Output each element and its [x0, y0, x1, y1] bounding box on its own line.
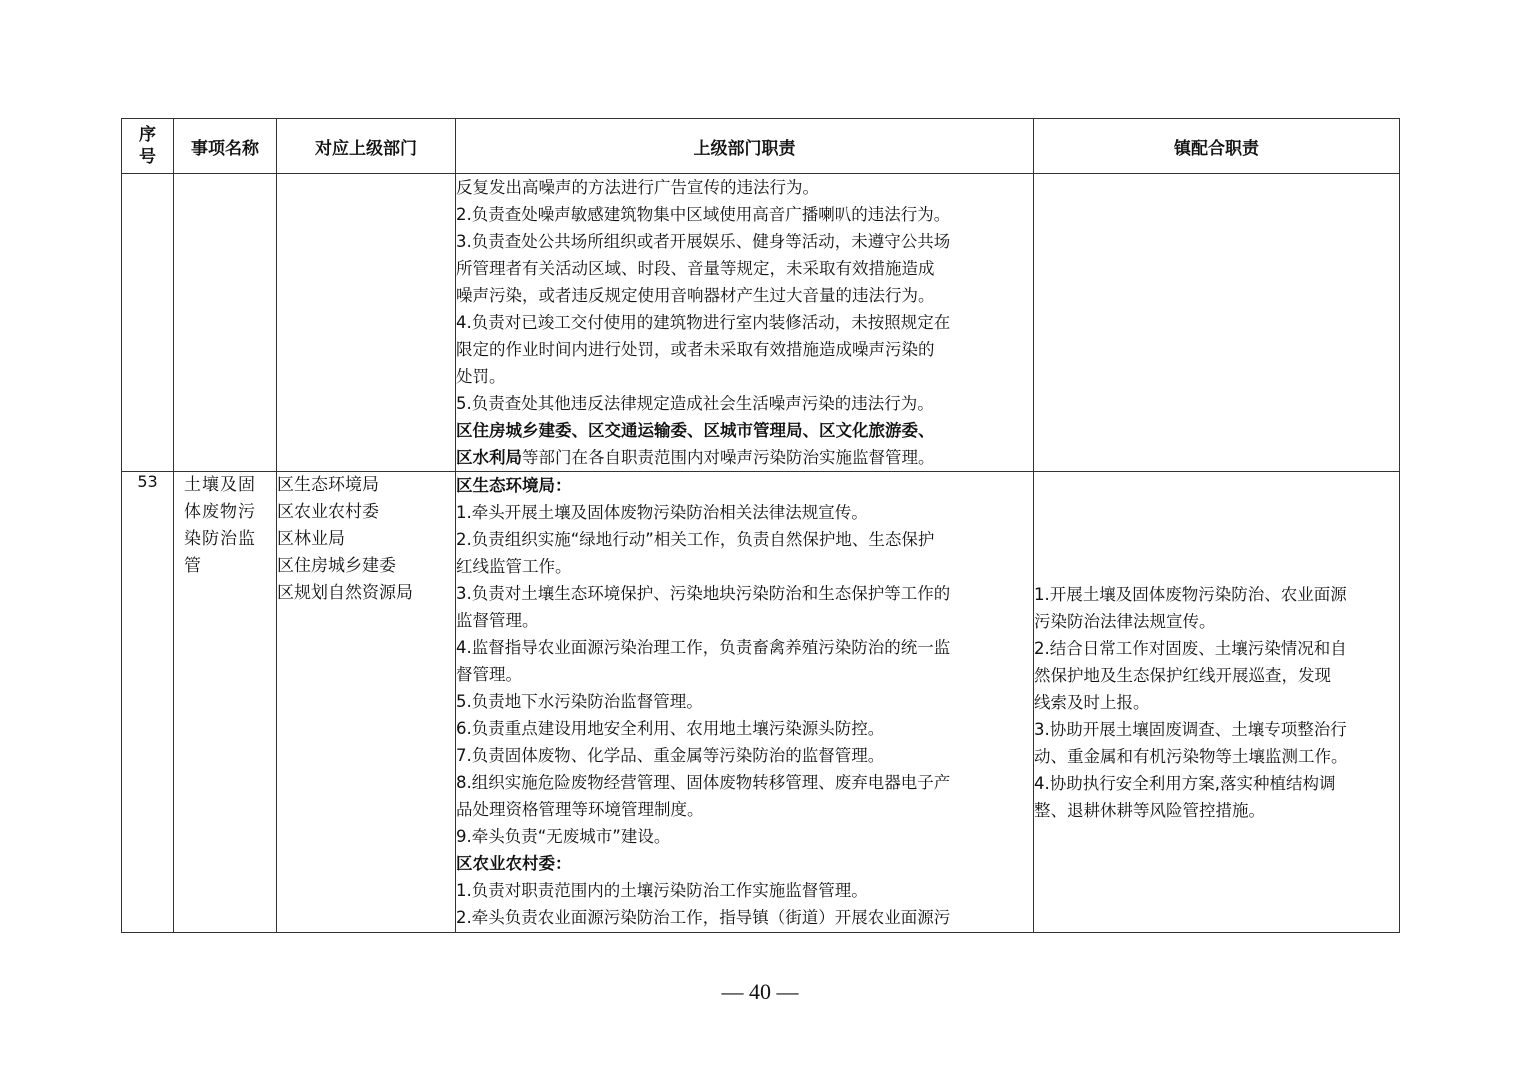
cell-upper-duty: [456, 472, 1034, 933]
duty-line: 6.负责重点建设用地安全利用、农用地土壤污染源头防控。: [456, 719, 885, 738]
table-row: [122, 174, 1400, 472]
header-row: [122, 119, 1400, 174]
dept-bold: 区水利局: [456, 448, 522, 467]
duty-line: 4.负责对已竣工交付使用的建筑物进行室内装修活动，未按照规定在: [456, 313, 951, 332]
header-town-duty: 镇配合职责: [1034, 119, 1400, 174]
header-upper-duty: 上级部门职责: [456, 119, 1034, 174]
cell-town-duty: [1034, 472, 1400, 933]
duty-heading: 区生态环境局：: [456, 476, 572, 495]
duty-line: 红线监管工作。: [456, 557, 572, 576]
duty-table: [121, 118, 1400, 933]
cell-seq: 53: [122, 472, 174, 933]
town-duty-line: 1.开展土壤及固体废物污染防治、农业面源: [1034, 584, 1347, 604]
town-duty-line: 4.协助执行安全利用方案,落实种植结构调: [1034, 773, 1336, 793]
header-item-name: 事项名称: [174, 119, 277, 174]
dept-item: 区规划自然资源局: [277, 583, 413, 603]
duty-line: 处罚。: [456, 367, 506, 386]
dept-item: 区生态环境局: [277, 475, 379, 495]
town-duty-line: 线索及时上报。: [1034, 692, 1150, 712]
duty-line: 1.负责对职责范围内的土壤污染防治工作实施监督管理。: [456, 881, 868, 900]
duty-line: 5.负责地下水污染防治监督管理。: [456, 692, 703, 711]
dept-item: 区林业局: [277, 529, 345, 549]
duty-line: 反复发出高噪声的方法进行广告宣传的违法行为。: [456, 178, 819, 197]
duty-line: 噪声污染，或者违反规定使用音响器材产生过大音量的违法行为。: [456, 286, 935, 305]
duty-heading: 区农业农村委：: [456, 854, 572, 873]
town-duty-line: 2.结合日常工作对固废、土壤污染情况和自: [1034, 638, 1347, 658]
duty-line: 8.组织实施危险废物经营管理、固体废物转移管理、废弃电器电子产: [456, 773, 951, 792]
header-seq: 序号: [122, 119, 174, 174]
dept-item: 区农业农村委: [277, 502, 379, 522]
duty-line: 3.负责查处公共场所组织或者开展娱乐、健身等活动，未遵守公共场: [456, 232, 951, 251]
duty-line: 限定的作业时间内进行处罚，或者未采取有效措施造成噪声污染的: [456, 340, 935, 359]
duty-line: 4.监督指导农业面源污染治理工作，负责畜禽养殖污染防治的统一监: [456, 638, 951, 657]
duty-line: 督管理。: [456, 665, 522, 684]
town-duty-line: 污染防治法律法规宣传。: [1034, 611, 1216, 631]
cell-seq: [122, 174, 174, 472]
duty-line: 监督管理。: [456, 611, 539, 630]
cell-item-name: [174, 174, 277, 472]
cell-item-name: [174, 472, 277, 933]
dept-list-bold: 区住房城乡建委、区交通运输委、区城市管理局、区文化旅游委、: [456, 421, 935, 440]
header-upper-dept: 对应上级部门: [277, 119, 456, 174]
town-duty-line: 3.协助开展土壤固废调查、土壤专项整治行: [1034, 719, 1347, 739]
duty-line: 7.负责固体废物、化学品、重金属等污染防治的监督管理。: [456, 746, 885, 765]
cell-upper-duty: [456, 174, 1034, 472]
duty-tail-text: 等部门在各自职责范围内对噪声污染防治实施监督管理。: [522, 448, 935, 467]
duty-line: 品处理资格管理等环境管理制度。: [456, 800, 704, 819]
duty-line-mixed: [456, 444, 1033, 471]
duty-line: 9.牵头负责“无废城市”建设。: [456, 827, 671, 846]
cell-dept: [277, 174, 456, 472]
table-row: [122, 472, 1400, 933]
page-number: — 40 —: [721, 979, 799, 1004]
town-duty-line: 动、重金属和有机污染物等土壤监测工作。: [1034, 746, 1348, 766]
duty-line: 所管理者有关活动区域、时段、音量等规定，未采取有效措施造成: [456, 259, 935, 278]
duty-line: 5.负责查处其他违反法律规定造成社会生活噪声污染的违法行为。: [456, 394, 934, 413]
duty-line: 1.牵头开展土壤及固体废物污染防治相关法律法规宣传。: [456, 503, 868, 522]
item-name-line: 土壤及固: [184, 475, 256, 495]
cell-town-duty: [1034, 174, 1400, 472]
item-name-line: 染防治监: [184, 529, 256, 549]
duty-line: 2.负责组织实施“绿地行动”相关工作，负责自然保护地、生态保护: [456, 530, 935, 549]
item-name-line: 体废物污: [184, 502, 256, 522]
item-name-line: 管: [184, 556, 202, 576]
dept-item: 区住房城乡建委: [277, 556, 396, 576]
town-duty-line: 然保护地及生态保护红线开展巡查，发现: [1034, 665, 1331, 685]
cell-dept: [277, 472, 456, 933]
duty-line: 3.负责对土壤生态环境保护、污染地块污染防治和生态保护等工作的: [456, 584, 951, 603]
duty-line: 2.牵头负责农业面源污染防治工作，指导镇（街道）开展农业面源污: [456, 908, 951, 927]
duty-line: 2.负责查处噪声敏感建筑物集中区域使用高音广播喇叭的违法行为。: [456, 205, 951, 224]
town-duty-line: 整、退耕休耕等风险管控措施。: [1034, 800, 1265, 820]
